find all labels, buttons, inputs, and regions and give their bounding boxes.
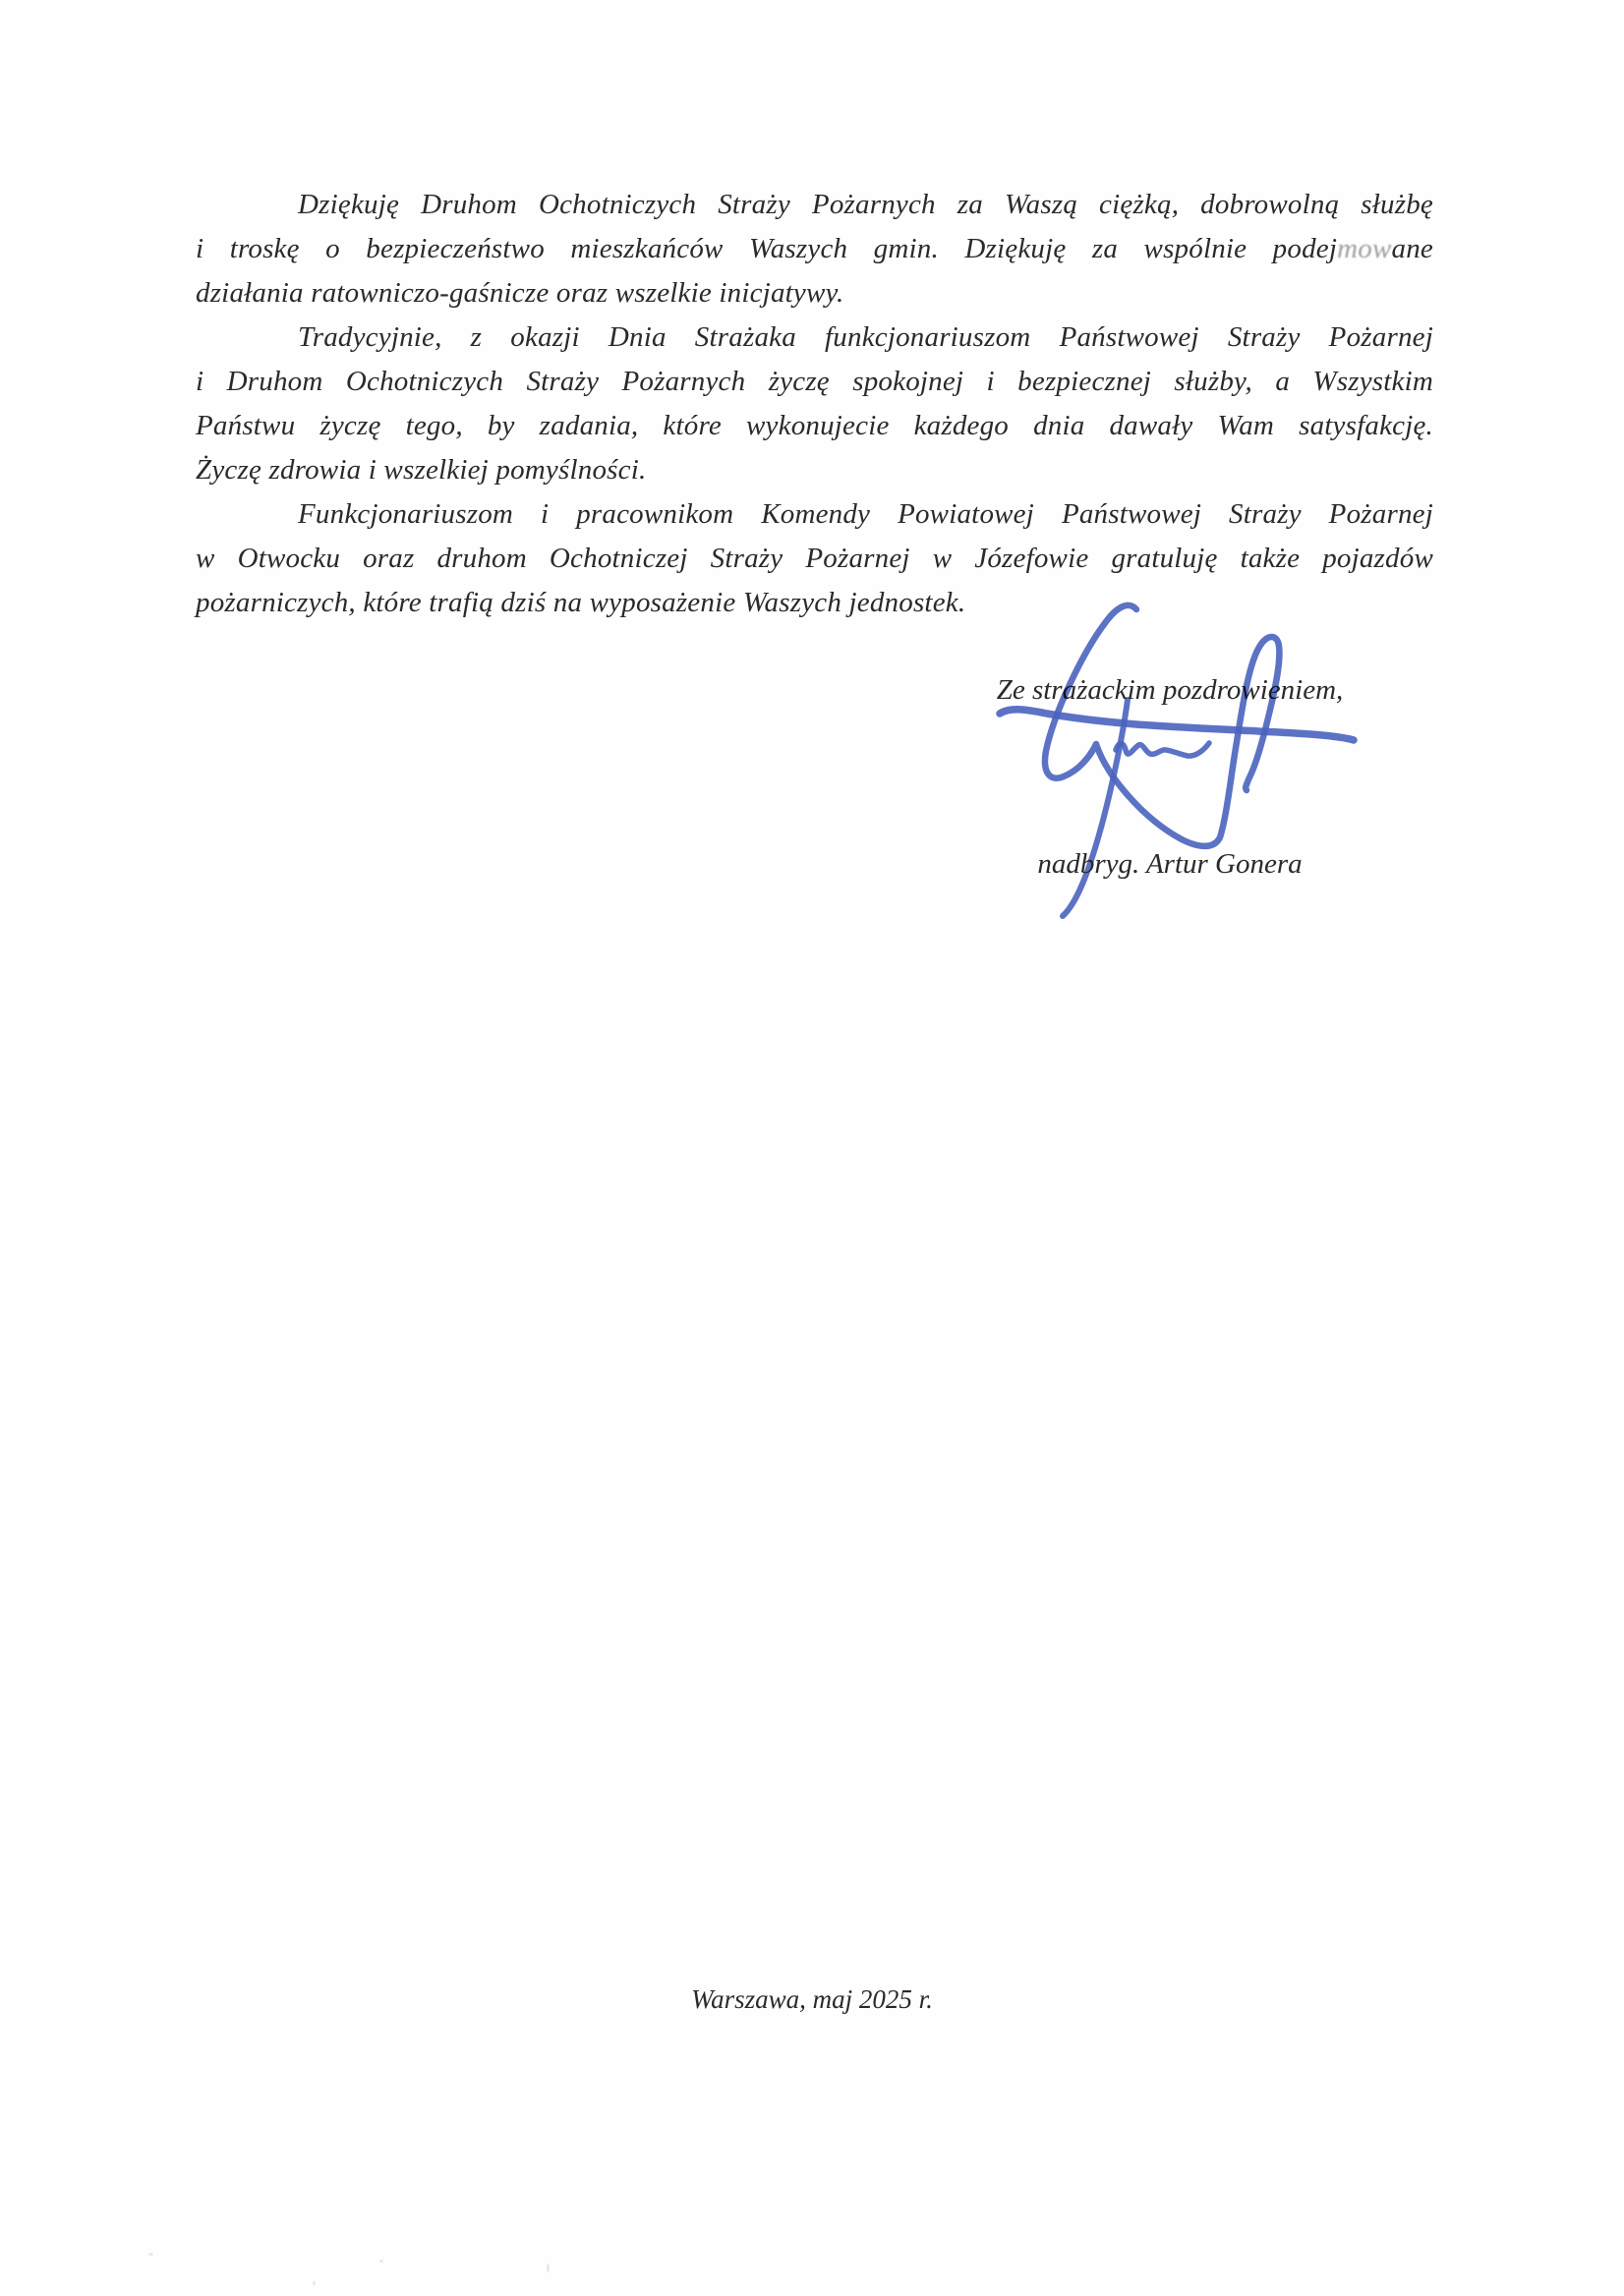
- paragraph-line: [196, 227, 1433, 271]
- paragraph-line: [196, 360, 1433, 404]
- line-text: pożarniczych, które trafią dziś na wyposażenie Waszych jednostek.: [196, 587, 966, 618]
- letter-body: [196, 183, 1433, 625]
- closing-salutation: Ze strażackim pozdrowieniem,: [996, 674, 1344, 706]
- line-text: w Otwocku oraz druhom Ochotniczej Straży Pożarnej w Józefowie gratuluję także pojazdów: [196, 543, 1433, 574]
- paragraph-line: [196, 537, 1433, 581]
- line-text: Dziękuję Druhom Ochotniczych Straży Pożarnych za Waszą ciężką, dobrowolną służbę: [298, 189, 1433, 220]
- signer-name: nadbryg. Artur Gonera: [1037, 848, 1303, 880]
- scan-speck: [379, 2260, 383, 2263]
- line-text: Funkcjonariuszom i pracownikom Komendy Powiatowej Państwowej Straży Pożarnej: [298, 498, 1433, 530]
- line-text: i troskę o bezpieczeństwo mieszkańców Waszych gmin. Dziękuję za wspólnie podej: [196, 233, 1338, 264]
- scan-speck: [547, 2264, 550, 2272]
- line-text: i Druhom Ochotniczych Straży Pożarnych życzę spokojnej i bezpiecznej służby, a Wszystkim: [196, 366, 1433, 397]
- line-text: ane: [1391, 233, 1433, 264]
- faded-scan-text: mow: [1337, 233, 1392, 264]
- paragraph-line: [196, 448, 1433, 492]
- line-text: Państwu życzę tego, by zadania, które wykonujecie każdego dnia dawały Wam satysfakcję.: [196, 410, 1433, 441]
- line-text: Życzę zdrowia i wszelkiej pomyślności.: [196, 454, 647, 486]
- signature-stroke: [1000, 710, 1354, 740]
- scan-speck: [148, 2253, 153, 2256]
- scan-speck: [313, 2281, 316, 2285]
- line-text: działania ratowniczo-gaśnicze oraz wszelkie inicjatywy.: [196, 277, 844, 309]
- paragraph-line: [196, 316, 1433, 360]
- paragraph-line: [196, 404, 1433, 448]
- signature-stroke: [1116, 743, 1209, 756]
- dateline: Warszawa, maj 2025 r.: [691, 1984, 933, 2014]
- paragraph-line: [196, 581, 1433, 625]
- paragraph-line: [196, 183, 1433, 227]
- paragraph-line: [196, 271, 1433, 316]
- paragraph-line: [196, 492, 1433, 537]
- signature-stroke: [1045, 605, 1279, 846]
- handwritten-signature-icon: [934, 590, 1376, 944]
- line-text: Tradycyjnie, z okazji Dnia Strażaka funkcjonariuszom Państwowej Straży Pożarnej: [298, 321, 1433, 353]
